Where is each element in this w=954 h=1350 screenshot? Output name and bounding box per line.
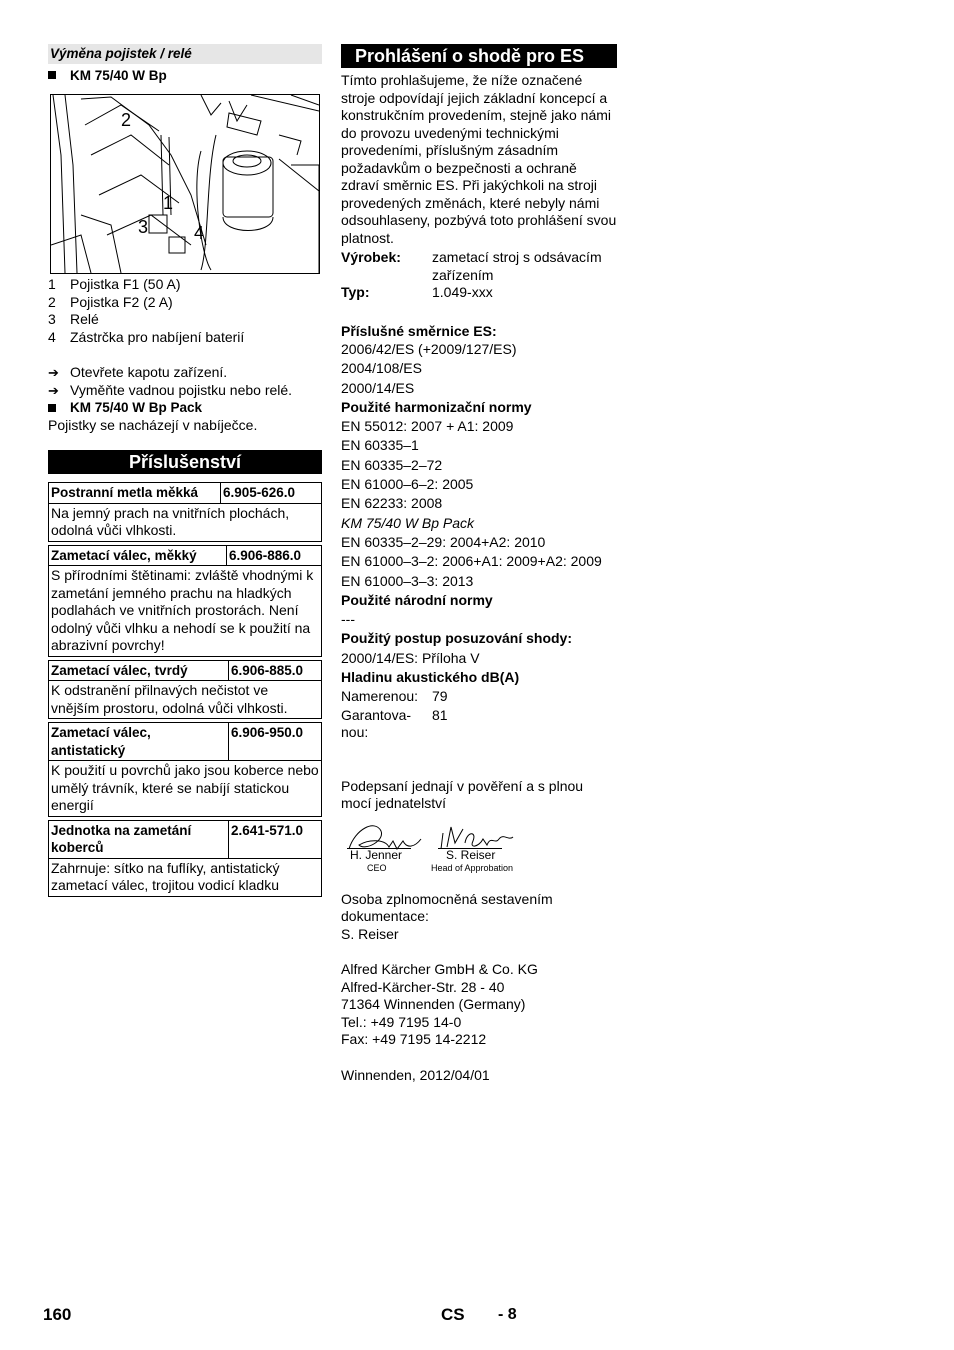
measured-row: Namerenou: 79 [341, 688, 448, 705]
model-label: KM 75/40 W Bp [70, 67, 167, 83]
accessory-code: 6.906-885.0 [231, 662, 304, 678]
national-label: Použité národní normy [341, 591, 493, 608]
fuse-illustration [51, 95, 319, 273]
accessory-desc: K odstranění přilnavých nečistot ve vnějším prostoru, odolná vůči vlhkosti. [51, 682, 288, 716]
declaration-intro: Tímto prohlašujeme, že níže označené stroje odpovídají jejich základní koncepcí a konstrukčním provedením, stejně jako námi do provozu uvedenými technickými provedeními, příslušným zásadním požadavkům o bezpečnosti a ochraně zdraví směrnic ES. Při jakýchkoli na stroji provedených změnách, které nebyly námi odsouhlaseny, pozbývá toto prohlášení svou platnost. [341, 72, 617, 246]
fuse-figure [50, 94, 320, 274]
accessory-item [48, 722, 322, 817]
procedure-value: 2000/14/ES: Příloha V [341, 649, 480, 666]
signatures [341, 819, 617, 885]
callout-3: 3 [138, 217, 149, 237]
model-bullet [48, 399, 322, 417]
accessory-code: 6.906-886.0 [229, 547, 302, 563]
callout-4: 4 [194, 223, 205, 243]
accessory-code: 2.641-571.0 [231, 822, 304, 838]
model-bullet [48, 67, 322, 85]
language-code: CS [441, 1305, 465, 1324]
accessories-title: Příslušenství [48, 450, 322, 474]
figure-legend [48, 276, 322, 346]
pack-label: KM 75/40 W Bp Pack [341, 514, 475, 531]
arrow-right-icon: ➔ [48, 365, 59, 380]
accessory-name: Zametací válec, antistatický [49, 723, 229, 760]
legend-item: 2 Pojistka F2 (2 A) [48, 293, 173, 310]
signatories-note: Podepsaní jednají v pověření a s plnou mocí jednatelství [341, 777, 584, 812]
accessory-code: 6.905-626.0 [223, 485, 296, 500]
step-item: ➔ Otevřete kapotu zařízení. [48, 364, 228, 380]
accessory-name: Postranní metla měkká [49, 483, 221, 503]
accessory-desc: S přírodními štětinami: zvláště vhodnými k zametání jemného prachu na hladkých podlahách ve vnitřních prostorách. Není odolný vůči vlhku a nehodí se k použití na abrazivní povrchy! [51, 567, 314, 653]
accessory-desc: Na jemný prach na vnitřních plochách, odolná vůči vlhkosti. [51, 504, 290, 538]
national-value: --- [341, 611, 355, 628]
accessory-item [48, 482, 322, 542]
declaration-title: Prohlášení o shodě pro ES [341, 44, 617, 68]
directives-list: 2006/42/ES (+2009/127/ES) 2004/108/ES 2000/14/ES Použité harmonizační normy EN 55012: 2007 + A1: 2009 EN 60335–1 EN 60335–2–72 EN 61000–6–2: 2005 EN 62233: 2008 KM 75/40 W Bp Pack EN 60335–2–29: 2004+A2: 2010 EN 61000–3–2: 2006+A1: 2009+A2: 2009 EN 61000–3–3: 2013 Použité národní normy --- Použitý postup posuzování shody: 2000/14/ES: Příloha V Hladinu akustického dB(A) Namerenou: 79 [341, 340, 617, 707]
doc-person-label: Osoba zplnomocněná sestavením dokumentace: [341, 890, 553, 925]
fuse-replacement-heading: Výměna pojistek / relé [48, 44, 322, 64]
callout-2: 2 [121, 110, 132, 130]
left-column [48, 44, 322, 897]
accessory-code: 6.906-950.0 [231, 725, 304, 740]
page-number: 160 [43, 1305, 72, 1324]
sig2-title: Head of Approbation [431, 862, 514, 873]
place-date: Winnenden, 2012/04/01 [341, 1066, 490, 1083]
sig1-name: H. Jenner [350, 847, 403, 862]
type-row: Typ: 1.049-xxx [341, 284, 493, 300]
legend-item: 1 Pojistka F1 (50 A) [48, 276, 181, 292]
procedure-label: Použitý postup posuzování shody: [341, 630, 572, 647]
bullet-square-icon [48, 71, 56, 79]
accessory-desc: K použití u povrchů jako jsou koberce nebo umělý trávník, které se nabíjí statickou energií [51, 762, 319, 813]
legend-item: 4 Zástrčka pro nabíjení baterií [48, 328, 245, 345]
sig1-title: CEO [367, 862, 387, 873]
callout-1: 1 [163, 193, 174, 213]
sub-page-number: - 8 [498, 1306, 517, 1323]
bullet-square-icon [48, 404, 56, 412]
accessory-item [48, 545, 322, 657]
model-label: KM 75/40 W Bp Pack [70, 400, 203, 415]
step-item: ➔ Vyměňte vadnou pojistku nebo relé. [48, 381, 293, 398]
harmonized-label: Použité harmonizační normy [341, 398, 532, 415]
right-column [341, 44, 617, 1084]
accessory-desc: Zahrnuje: sítko na fuflíky, antistatický zametací válec, trojitou vodicí kladku [51, 859, 280, 893]
accessory-name: Zametací válec, tvrdý [49, 661, 229, 681]
doc-person: S. Reiser [341, 925, 399, 942]
sig2-name: S. Reiser [446, 847, 496, 862]
company-address: Alfred Kärcher GmbH & Co. KG Alfred-Kärcher-Str. 28 - 40 71364 Winnenden (Germany) Tel.: +49 7195 14-0 Fax: +49 7195 14-2212 [341, 961, 538, 1048]
legend-item: 3 Relé [48, 311, 99, 327]
guaranteed-row: Garantova-nou: 81 [341, 706, 448, 741]
accessory-item [48, 660, 322, 720]
pack-note: Pojistky se nacházejí v nabíječce. [48, 416, 258, 433]
directives-label: Příslušné směrnice ES: [341, 322, 497, 339]
product-row: Výrobek: zametací stroj s odsávacím zařízením [341, 249, 602, 283]
accessory-name: Jednotka na zametání koberců [49, 821, 229, 858]
sound-label: Hladinu akustického dB(A) [341, 669, 520, 686]
arrow-right-icon: ➔ [48, 382, 59, 398]
accessory-item [48, 820, 322, 897]
accessory-name: Zametací válec, měkký [49, 546, 227, 566]
